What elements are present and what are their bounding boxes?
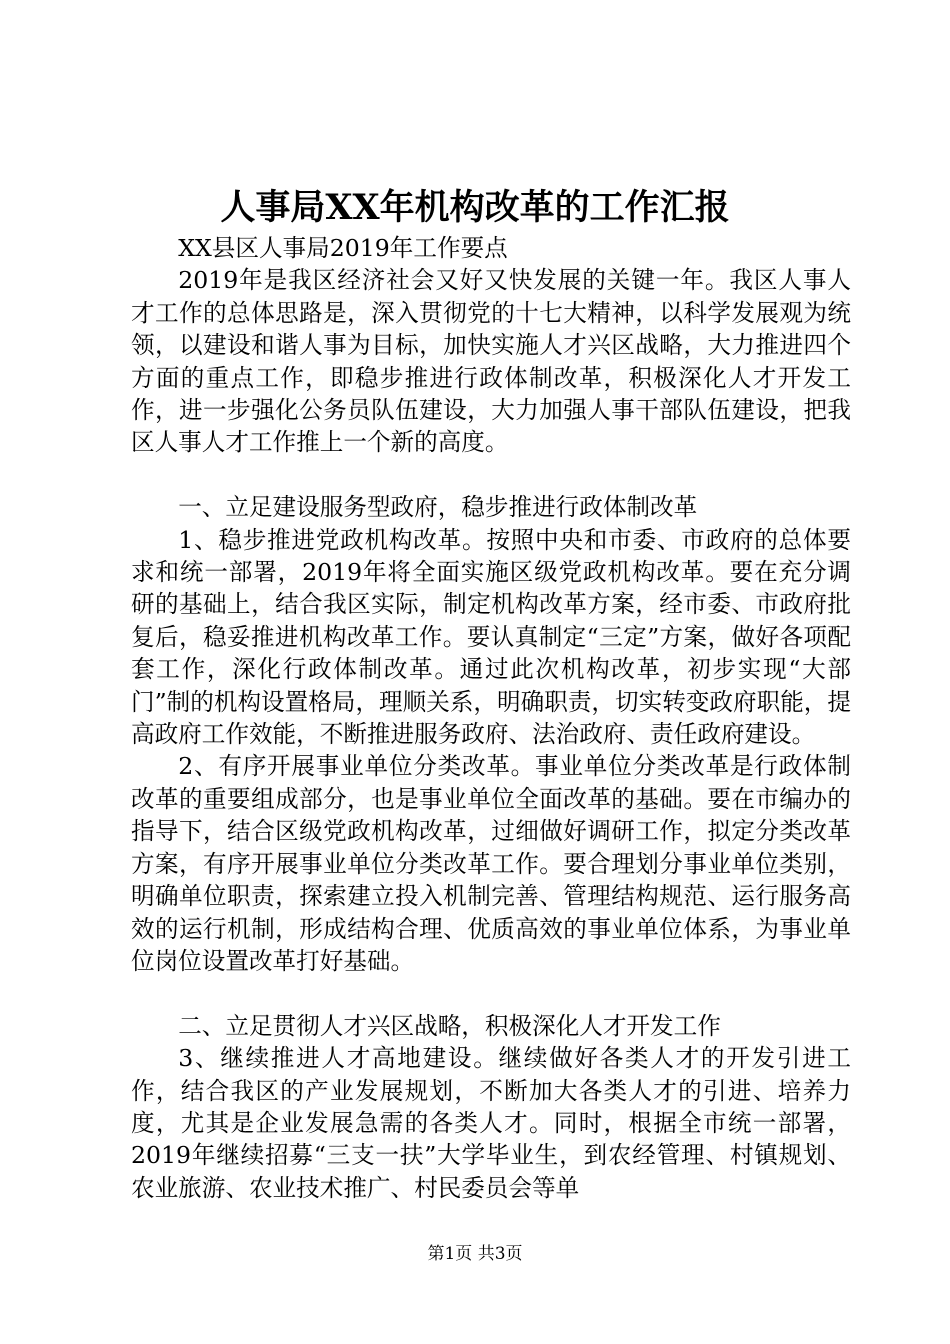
paragraph-intro: 2019年是我区经济社会又好又快发展的关键一年。我区人事人才工作的总体思路是，深入贯彻党的十七大精神，以科学发展观为统领，以建设和谐人事为目标，加快实施人才兴区战略，大力推进四个方面的重点工作，即稳步推进行政体制改革，积极深化人才开发工作，进一步强化公务员队伍建设，大力加强人事干部队伍建设，把我区人事人才工作推上一个新的高度。 xyxy=(131,266,851,457)
section-heading-2: 二、立足贯彻人才兴区战略，积极深化人才开发工作 xyxy=(178,1011,721,1040)
document-body xyxy=(131,232,851,1204)
paragraph-item-1: 1、稳步推进党政机构改革。按照中央和市委、市政府的总体要求和统一部署，2019年将全面实施区级党政机构改革。要在充分调研的基础上，结合我区实际，制定机构改革方案，经市委、市政府批复后，稳妥推进机构改革工作。要认真制定“三定”方案，做好各项配套工作，深化行政体制改革。通过此次机构改革，初步实现“大部门”制的机构设置格局，理顺关系，明确职责，切实转变政府职能，提高政府工作效能，不断推进服务政府、法治政府、责任政府建设。 xyxy=(131,525,851,749)
paragraph-item-2: 2、有序开展事业单位分类改革。事业单位分类改革是行政体制改革的重要组成部分，也是事业单位全面改革的基础。要在市编办的指导下，结合区级党政机构改革，过细做好调研工作，拟定分类改革方案，有序开展事业单位分类改革工作。要合理划分事业单位类别，明确单位职责，探索建立投入机制完善、管理结构规范、运行服务高效的运行机制，形成结构合理、优质高效的事业单位体系，为事业单位岗位设置改革打好基础。 xyxy=(131,752,851,975)
page-footer: 第1页 共3页 xyxy=(427,1244,523,1264)
paragraph-subtitle: XX县区人事局2019年工作要点 xyxy=(178,234,508,262)
section-heading-1: 一、立足建设服务型政府，稳步推进行政体制改革 xyxy=(178,493,698,522)
paragraph-item-3: 3、继续推进人才高地建设。继续做好各类人才的开发引进工作，结合我区的产业发展规划，不断加大各类人才的引进、培养力度，尤其是企业发展急需的各类人才。同时，根据全市统一部署，2019年继续招募“三支一扶”大学毕业生，到农经管理、村镇规划、农业旅游、农业技术推广、村民委员会等单 xyxy=(131,1044,851,1202)
document-title: 人事局XX年机构改革的工作汇报 xyxy=(220,187,730,228)
